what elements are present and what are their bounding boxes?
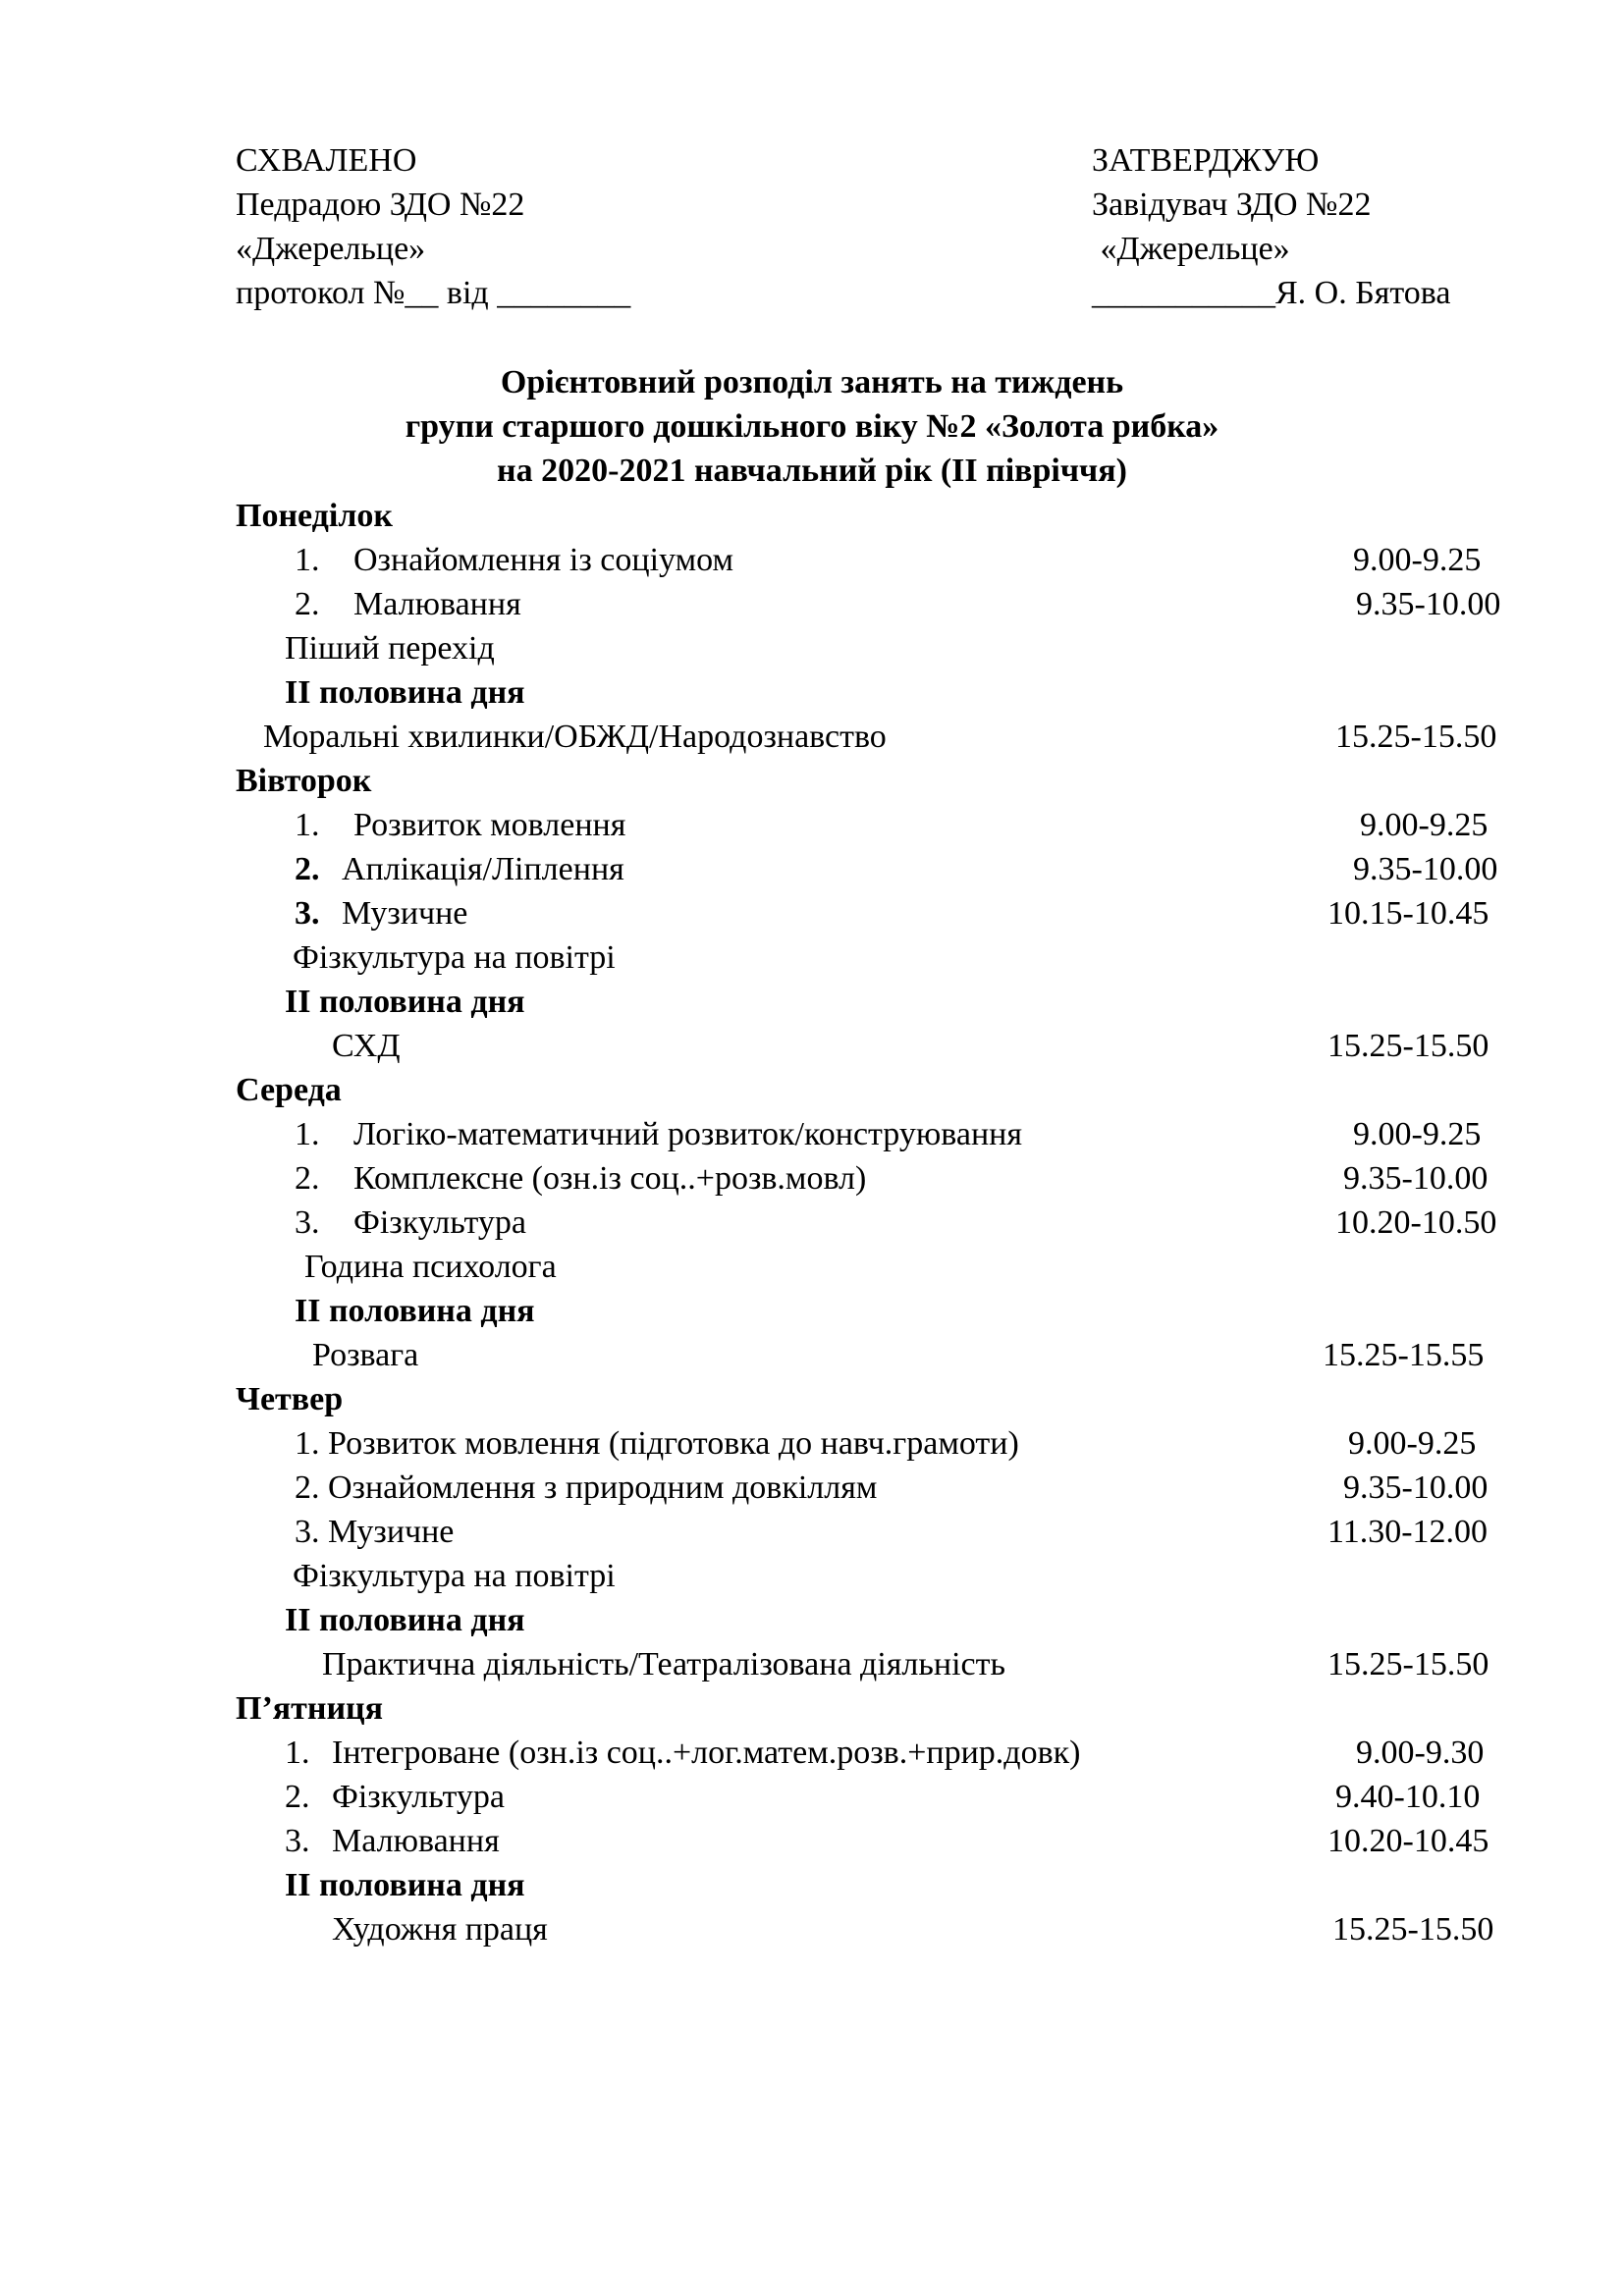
thursday-item-3-time: 11.30-12.00 <box>1327 1514 1489 1550</box>
approved-line-3: протокол №__ від ________ <box>236 275 631 311</box>
friday-item-1-number: 1. <box>285 1735 310 1771</box>
thursday-second-half: ІІ половина дня <box>285 1602 525 1638</box>
tuesday-item-1-time: 9.00-9.25 <box>1360 807 1489 843</box>
tuesday-item-1: Розвиток мовлення <box>353 807 626 843</box>
tuesday-item-1-number: 1. <box>295 807 320 843</box>
wednesday-item-2-number: 2. <box>295 1160 320 1197</box>
wednesday-extra: Година психолога <box>304 1249 557 1285</box>
monday-second-half: ІІ половина дня <box>285 674 525 711</box>
wednesday-item-1: Логіко-математичний розвиток/конструювання <box>353 1116 1022 1152</box>
thursday-item-1: 1. Розвиток мовлення (підготовка до навч.грамоти) <box>295 1425 1019 1462</box>
confirm-line-1: Завідувач ЗДО №22 <box>1092 187 1372 223</box>
confirm-line-3: ___________Я. О. Бятова <box>1092 275 1451 311</box>
monday-pm-time: 15.25-15.50 <box>1335 719 1497 755</box>
friday-pm-activity: Художня праця <box>332 1911 548 1948</box>
friday-pm-time: 15.25-15.50 <box>1332 1911 1494 1948</box>
tuesday-item-2-time: 9.35-10.00 <box>1353 851 1498 887</box>
tuesday-item-3-number: 3. <box>295 895 320 932</box>
day-wednesday: Середа <box>236 1072 342 1108</box>
heading-line-1: Орієнтовний розподіл занять на тиждень <box>500 364 1124 400</box>
day-friday: П’ятниця <box>236 1690 384 1727</box>
monday-item-2-time: 9.35-10.00 <box>1356 586 1501 622</box>
wednesday-second-half: ІІ половина дня <box>295 1293 535 1329</box>
friday-item-1-time: 9.00-9.30 <box>1356 1735 1485 1771</box>
wednesday-item-3: Фізкультура <box>353 1204 526 1241</box>
confirm-line-2: «Джерельце» <box>1092 231 1290 267</box>
thursday-item-2: 2. Ознайомлення з природним довкіллям <box>295 1469 878 1506</box>
approved-line-1: Педрадою ЗДО №22 <box>236 187 525 223</box>
wednesday-pm-time: 15.25-15.55 <box>1323 1337 1485 1373</box>
tuesday-item-2-number: 2. <box>295 851 320 887</box>
confirm-title: ЗАТВЕРДЖУЮ <box>1092 142 1320 179</box>
thursday-item-1-time: 9.00-9.25 <box>1348 1425 1477 1462</box>
tuesday-extra: Фізкультура на повітрі <box>293 939 616 976</box>
friday-item-1: Інтегроване (озн.із соц..+лог.матем.розв.+прир.довк) <box>332 1735 1081 1771</box>
wednesday-pm-activity: Розвага <box>312 1337 419 1373</box>
wednesday-item-3-time: 10.20-10.50 <box>1335 1204 1497 1241</box>
tuesday-pm-activity: СХД <box>332 1028 401 1064</box>
heading-line-2: групи старшого дошкільного віку №2 «Золота рибка» <box>405 408 1219 445</box>
wednesday-item-3-number: 3. <box>295 1204 320 1241</box>
monday-item-1: Ознайомлення із соціумом <box>353 542 733 578</box>
day-thursday: Четвер <box>236 1381 344 1417</box>
day-monday: Понеділок <box>236 498 393 534</box>
thursday-pm-activity: Практична діяльність/Театралізована діяльність <box>322 1646 1005 1682</box>
friday-item-2: Фізкультура <box>332 1779 505 1815</box>
tuesday-pm-time: 15.25-15.50 <box>1327 1028 1489 1064</box>
wednesday-item-2-time: 9.35-10.00 <box>1343 1160 1489 1197</box>
monday-extra: Піший перехід <box>285 630 495 667</box>
tuesday-item-3-time: 10.15-10.45 <box>1327 895 1489 932</box>
thursday-item-2-time: 9.35-10.00 <box>1343 1469 1489 1506</box>
friday-second-half: ІІ половина дня <box>285 1867 525 1903</box>
approved-title: СХВАЛЕНО <box>236 142 417 179</box>
wednesday-item-1-time: 9.00-9.25 <box>1353 1116 1482 1152</box>
thursday-pm-time: 15.25-15.50 <box>1327 1646 1489 1682</box>
tuesday-second-half: ІІ половина дня <box>285 984 525 1020</box>
monday-item-1-number: 1. <box>295 542 320 578</box>
tuesday-item-3: Музичне <box>342 895 468 932</box>
friday-item-3-time: 10.20-10.45 <box>1327 1823 1489 1859</box>
monday-item-1-time: 9.00-9.25 <box>1353 542 1482 578</box>
monday-pm-activity: Моральні хвилинки/ОБЖД/Народознавство <box>263 719 887 755</box>
heading-line-3: на 2020-2021 навчальний рік (ІІ півріччя) <box>497 453 1127 489</box>
monday-item-2: Малювання <box>353 586 521 622</box>
approved-line-2: «Джерельце» <box>236 231 426 267</box>
friday-item-3: Малювання <box>332 1823 500 1859</box>
thursday-item-3: 3. Музичне <box>295 1514 455 1550</box>
friday-item-3-number: 3. <box>285 1823 310 1859</box>
thursday-extra: Фізкультура на повітрі <box>293 1558 616 1594</box>
wednesday-item-1-number: 1. <box>295 1116 320 1152</box>
day-tuesday: Вівторок <box>236 763 372 799</box>
friday-item-2-time: 9.40-10.10 <box>1335 1779 1481 1815</box>
wednesday-item-2: Комплексне (озн.із соц..+розв.мовл) <box>353 1160 867 1197</box>
monday-item-2-number: 2. <box>295 586 320 622</box>
tuesday-item-2: Аплікація/Ліплення <box>342 851 624 887</box>
friday-item-2-number: 2. <box>285 1779 310 1815</box>
